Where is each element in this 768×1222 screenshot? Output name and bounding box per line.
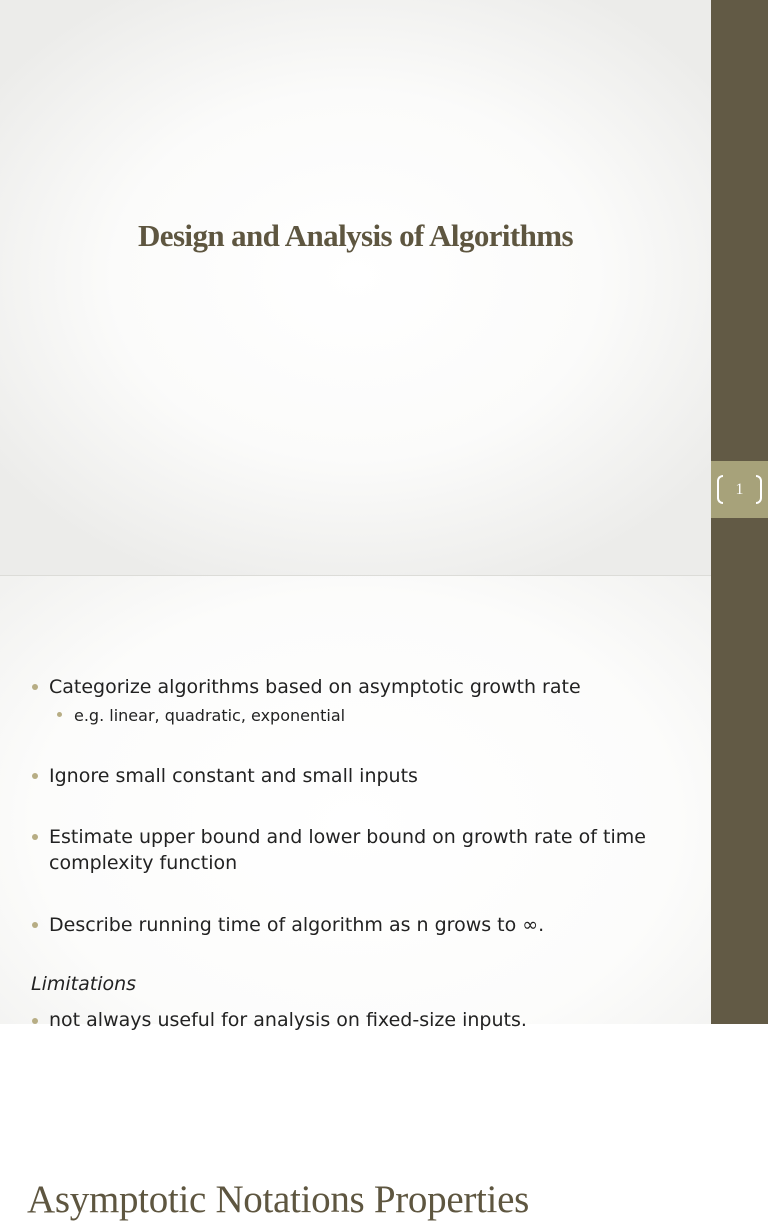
bullet-dot — [32, 773, 38, 779]
bullet-item-line-1: Estimate upper bound and lower bound on growth rate of time — [49, 826, 646, 848]
page-number: 1 — [735, 481, 744, 498]
sub-bullet-item: e.g. linear, quadratic, exponential — [74, 706, 346, 725]
slide-1 — [0, 0, 711, 575]
bullet-dot — [32, 922, 38, 928]
slide-2-title: Asymptotic Notations Properties — [27, 1178, 529, 1221]
bullet-item: Ignore small constant and small inputs — [49, 765, 418, 787]
right-bracket-icon — [756, 475, 762, 504]
page-number-tab — [711, 461, 768, 518]
slide-2 — [0, 576, 711, 1221]
bullet-item-line-2: complexity function — [49, 852, 238, 874]
bullet-dot — [32, 834, 38, 840]
bullet-dot — [32, 684, 38, 690]
bullet-item: Categorize algorithms based on asymptotic growth rate — [49, 676, 581, 698]
limitations-heading: Limitations — [31, 973, 137, 995]
slide-1-title: Design and Analysis of Algorithms — [138, 218, 573, 253]
bullet-item: Describe running time of algorithm as n grows to ∞. — [49, 914, 545, 936]
bullet-dot — [32, 1018, 38, 1024]
limitation-item: not always useful for analysis on fixed-size inputs. — [49, 1009, 527, 1031]
sub-bullet-dot — [57, 712, 62, 717]
